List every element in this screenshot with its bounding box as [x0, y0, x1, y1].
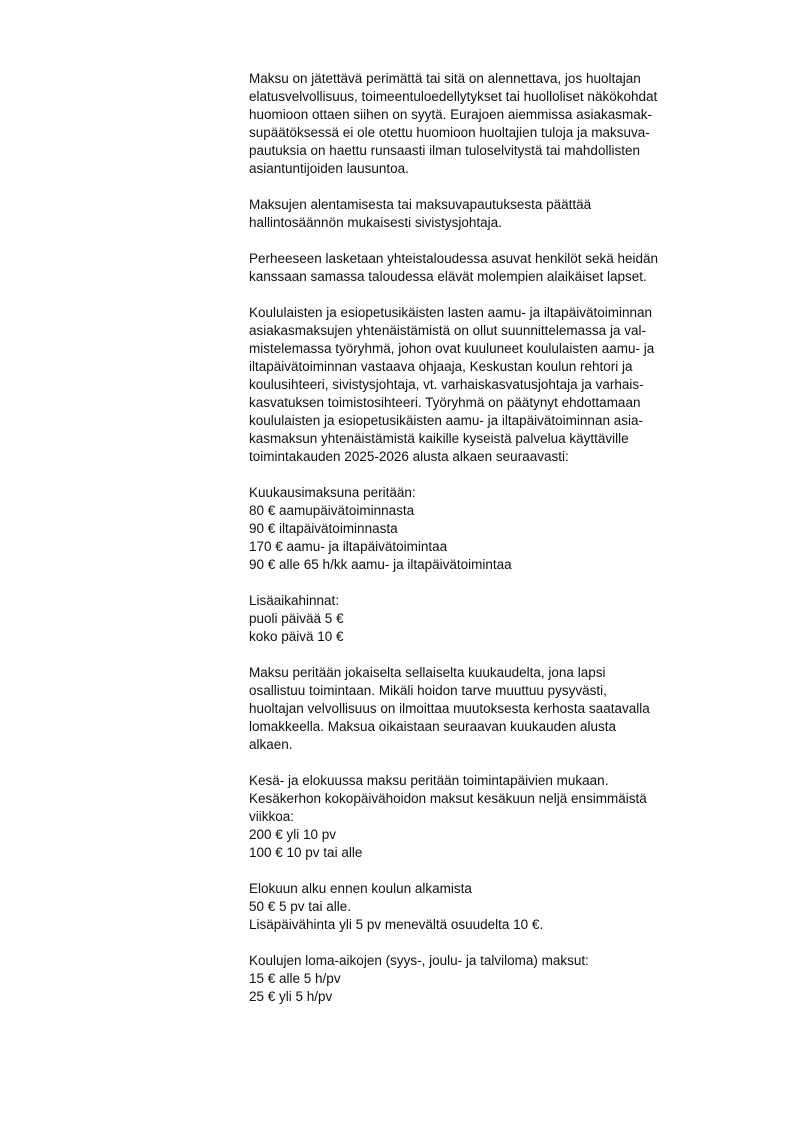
text-line: iltapäivätoiminnan vastaava ohjaaja, Keskustan koulun rehtori ja	[249, 359, 633, 374]
paragraph-extra-time-prices	[249, 592, 749, 646]
text-line: Kesä- ja elokuussa maksu peritään toimintapäivien mukaan.	[249, 773, 609, 788]
text-line: kasmaksun yhtenäistämistä kaikille kyseistä palvelua käyttäville	[249, 431, 629, 446]
text-line: pautuksia on haettu runsaasti ilman tuloselvitystä tai mahdollisten	[249, 143, 640, 158]
text-line: Kesäkerhon kokopäivähoidon maksut kesäkuun neljä ensimmäistä	[249, 791, 647, 806]
text-line: Lisäaikahinnat:	[249, 593, 340, 608]
document-page	[249, 70, 749, 1024]
text-line: puoli päivää 5 €	[249, 611, 344, 626]
text-line: Elokuun alku ennen koulun alkamista	[249, 881, 472, 896]
text-line: 100 € 10 pv tai alle	[249, 845, 363, 860]
paragraph-holiday-fees	[249, 952, 749, 1006]
text-line: hallintosäännön mukaisesti sivistysjohtaja.	[249, 215, 502, 230]
paragraph-monthly-fees	[249, 484, 749, 574]
text-line: Perheeseen lasketaan yhteistaloudessa asuvat henkilöt sekä heidän	[249, 251, 659, 266]
text-line: huoltajan velvollisuus on ilmoittaa muutoksesta kerhosta saatavalla	[249, 701, 650, 716]
text-line: huomioon ottaen siihen on syytä. Eurajoen aiemmissa asiakasmak-	[249, 107, 652, 122]
paragraph-fee-waiver	[249, 70, 749, 178]
paragraph-august-fees	[249, 880, 749, 934]
paragraph-summer-fees	[249, 772, 749, 862]
text-line: koululaisten ja esiopetusikäisten aamu- ja iltapäivätoiminnan asia-	[249, 413, 643, 428]
text-line: 90 € iltapäivätoiminnasta	[249, 521, 398, 536]
text-line: 200 € yli 10 pv	[249, 827, 337, 842]
paragraph-family-definition	[249, 250, 749, 286]
text-line: viikkoa:	[249, 809, 295, 824]
paragraph-decision-authority	[249, 196, 749, 232]
text-line: Lisäpäivähinta yli 5 pv menevältä osuudelta 10 €.	[249, 917, 544, 932]
paragraph-working-group	[249, 304, 749, 466]
text-line: Maksu on jätettävä perimättä tai sitä on alennettava, jos huoltajan	[249, 71, 641, 86]
text-line: 50 € 5 pv tai alle.	[249, 899, 352, 914]
text-line: kasvatuksen toimistosihteeri. Työryhmä on päätynyt ehdottamaan	[249, 395, 641, 410]
text-line: 25 € yli 5 h/pv	[249, 989, 333, 1004]
text-line: kanssaan samassa taloudessa elävät molempien alaikäiset lapset.	[249, 269, 647, 284]
text-line: Koulujen loma-aikojen (syys-, joulu- ja talviloma) maksut:	[249, 953, 589, 968]
text-line: 80 € aamupäivätoiminnasta	[249, 503, 415, 518]
text-line: mistelemassa työryhmä, johon ovat kuuluneet koululaisten aamu- ja	[249, 341, 655, 356]
text-line: Koululaisten ja esiopetusikäisten lasten aamu- ja iltapäivätoiminnan	[249, 305, 652, 320]
text-line: elatusvelvollisuus, toimeentuloedellytykset tai huolloliset näkökohdat	[249, 89, 658, 104]
text-line: 90 € alle 65 h/kk aamu- ja iltapäivätoimintaa	[249, 557, 512, 572]
text-line: Maksujen alentamisesta tai maksuvapautuksesta päättää	[249, 197, 592, 212]
text-line: koko päivä 10 €	[249, 629, 344, 644]
text-line: osallistuu toimintaan. Mikäli hoidon tarve muuttuu pysyvästi,	[249, 683, 607, 698]
text-line: lomakkeella. Maksua oikaistaan seuraavan kuukauden alusta	[249, 719, 616, 734]
text-line: alkaen.	[249, 737, 293, 752]
text-line: supäätöksessä ei ole otettu huomioon huoltajien tuloja ja maksuva-	[249, 125, 650, 140]
text-line: asiantuntijoiden lausuntoa.	[249, 161, 409, 176]
text-line: 15 € alle 5 h/pv	[249, 971, 341, 986]
text-line: Kuukausimaksuna peritään:	[249, 485, 416, 500]
paragraph-billing-rules	[249, 664, 749, 754]
text-line: 170 € aamu- ja iltapäivätoimintaa	[249, 539, 448, 554]
text-line: toimintakauden 2025-2026 alusta alkaen seuraavasti:	[249, 449, 569, 464]
text-line: koulusihteeri, sivistysjohtaja, vt. varhaiskasvatusjohtaja ja varhais-	[249, 377, 644, 392]
text-line: asiakasmaksujen yhtenäistämistä on ollut suunnittelemassa ja val-	[249, 323, 646, 338]
text-line: Maksu peritään jokaiselta sellaiselta kuukaudelta, jona lapsi	[249, 665, 606, 680]
